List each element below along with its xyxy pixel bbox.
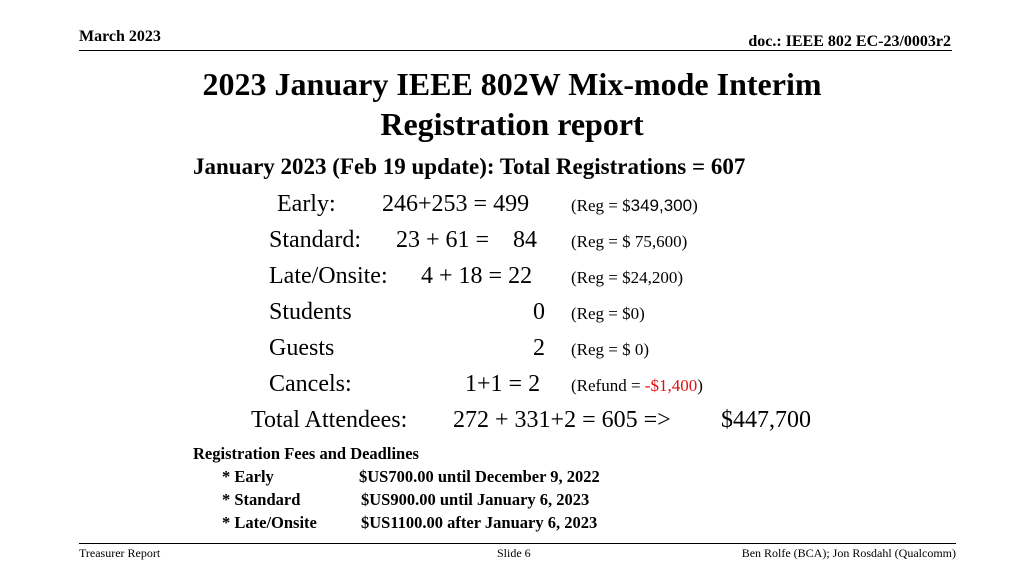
early-note-prefix: (Reg = $ (571, 196, 631, 215)
students-label: Students (269, 299, 352, 325)
guests-count: 2 (533, 335, 545, 361)
fee-item-detail: $US900.00 until January 6, 2023 (361, 490, 590, 509)
header-divider (79, 50, 952, 51)
guests-label: Guests (269, 335, 335, 361)
footer-divider (79, 543, 956, 544)
header-doc-id: doc.: IEEE 802 EC-23/0003r2 (748, 33, 951, 50)
total-attendees-label: Total Attendees: (251, 407, 408, 433)
footer-slide-number: Slide 6 (497, 546, 531, 560)
registration-summary: January 2023 (Feb 19 update): Total Registrations = 607 (193, 154, 746, 179)
total-attendees-calc: 272 + 331+2 = 605 => (453, 407, 671, 433)
slide-title-line-1: 2023 January IEEE 802W Mix-mode Interim (202, 66, 822, 102)
fee-item-detail: $US1100.00 after January 6, 2023 (361, 513, 598, 532)
early-note-value: 349,300 (630, 196, 693, 215)
footer-authors: Ben Rolfe (BCA); Jon Rosdahl (Qualcomm) (741, 546, 956, 560)
fee-item-name: * Standard (222, 490, 301, 509)
total-amount: $447,700 (721, 407, 811, 433)
slide-title (0, 64, 1024, 144)
early-note (571, 192, 698, 220)
fee-item-name: * Late/Onsite (222, 513, 317, 532)
standard-note: (Reg = $ 75,600) (571, 232, 688, 251)
students-count: 0 (533, 299, 545, 325)
cancels-calc: 1+1 = 2 (465, 371, 541, 397)
footer-left: Treasurer Report (79, 546, 161, 560)
guests-note: (Reg = $ 0) (571, 340, 650, 359)
cancels-label: Cancels: (269, 371, 352, 397)
fees-heading-text: Registration Fees and Deadlines (193, 444, 419, 463)
refund-amount: -$1,400 (644, 376, 698, 395)
cancels-note-suffix: ) (697, 376, 703, 395)
cancels-note-prefix: (Refund = (571, 376, 645, 395)
fee-item-name: * Early (222, 467, 274, 486)
slide-title-line-2: Registration report (380, 106, 644, 142)
early-label: Early: (277, 191, 336, 217)
early-calc: 246+253 = 499 (382, 191, 530, 217)
cancels-note (571, 372, 703, 400)
fee-item-detail: $US700.00 until December 9, 2022 (359, 467, 600, 486)
late-onsite-calc: 4 + 18 = 22 (421, 263, 533, 289)
header-date: March 2023 (79, 28, 161, 45)
late-onsite-label: Late/Onsite: (269, 263, 388, 289)
students-note: (Reg = $0) (571, 304, 645, 323)
early-note-suffix: ) (692, 196, 698, 215)
standard-label: Standard: (269, 227, 361, 253)
standard-result: 84 (513, 227, 537, 253)
standard-calc: 23 + 61 = (396, 227, 490, 253)
late-onsite-note: (Reg = $24,200) (571, 268, 684, 287)
